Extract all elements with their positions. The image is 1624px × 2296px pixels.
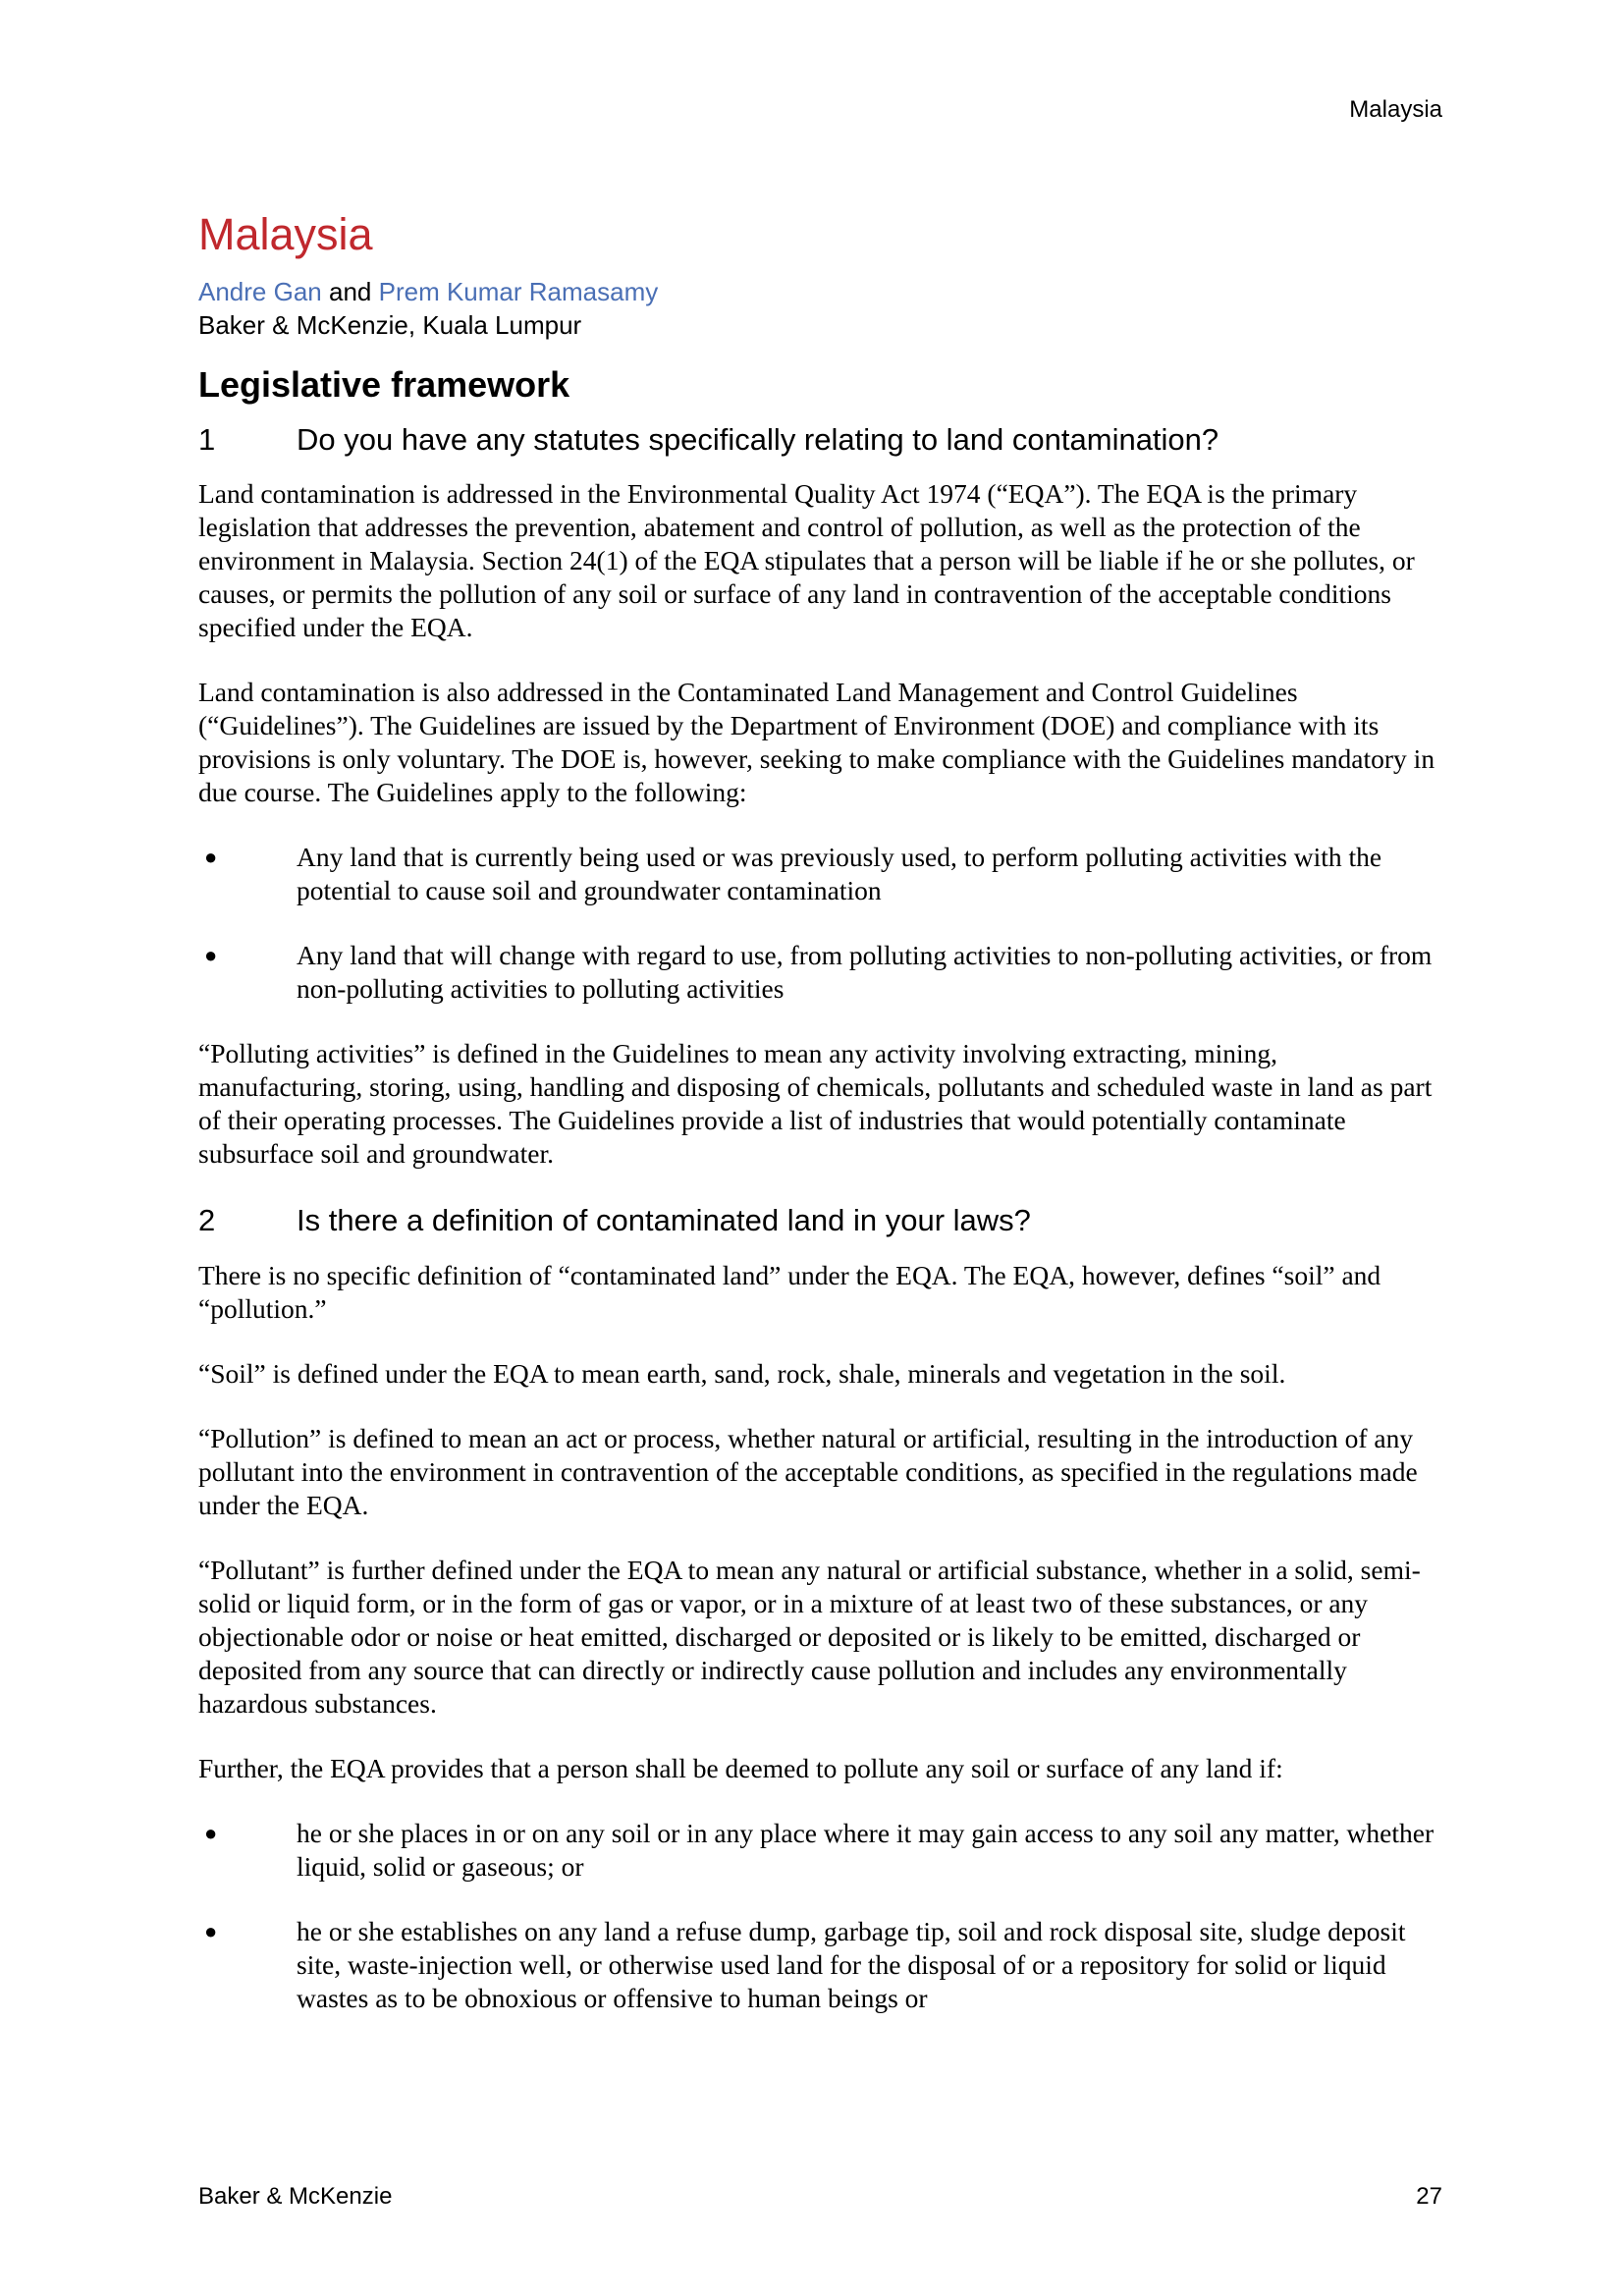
page-number: 27 — [1416, 2183, 1442, 2210]
bullet-icon: ● — [204, 1918, 218, 1943]
list-item-text: he or she establishes on any land a refuse dump, garbage tip, soil and rock disposal site, sludge deposit site, waste-injection well, or otherwise used land for the disposal of or a repository for solid or liquid wastes as to be obnoxious or offensive to human beings or — [297, 1915, 1406, 2013]
list-item — [198, 939, 1443, 1006]
question-text: Is there a definition of contaminated land in your laws? — [297, 1203, 1031, 1238]
author-prem-kumar-ramasamy-link[interactable]: Prem Kumar Ramasamy — [378, 277, 659, 306]
paragraph: “Polluting activities” is defined in the Guidelines to mean any activity involving extracting, mining, manufacturing, storing, using, handling and disposing of chemicals, pollutants and scheduled waste in land as part of their operating processes. The Guidelines provide a list of industries that would potentially contaminate subsurface soil and groundwater. — [198, 1038, 1433, 1170]
list-item-text: Any land that will change with regard to use, from polluting activities to non-polluting activities, or from non-polluting activities to polluting activities — [297, 940, 1433, 1005]
question-2 — [198, 1202, 1443, 1238]
paragraph: “Soil” is defined under the EQA to mean earth, sand, rock, shale, minerals and vegetation in the soil. — [198, 1357, 1286, 1389]
paragraph: There is no specific definition of “contaminated land” under the EQA. The EQA, however, defines “soil” and “pollution.” — [198, 1259, 1381, 1324]
chapter-title: Malaysia — [198, 209, 373, 259]
list-item-text: he or she places in or on any soil or in any place where it may gain access to any soil any matter, whether liquid, solid or gaseous; or — [297, 1817, 1435, 1882]
list-item — [198, 841, 1443, 907]
paragraph: Land contamination is also addressed in the Contaminated Land Management and Control Guidelines (“Guidelines”). The Guidelines are issued by the Department of Environment (DOE) and compliance with its provisions is only voluntary. The DOE is, however, seeking to make compliance with the Guidelines mandatory in due course. The Guidelines apply to the following: — [198, 677, 1435, 808]
page-content — [198, 208, 1443, 2047]
bullet-icon: ● — [204, 1820, 218, 1845]
running-header: Malaysia — [1349, 96, 1442, 123]
author-conjunction: and — [328, 277, 372, 306]
section-heading: Legislative framework — [198, 364, 570, 405]
question-number: 1 — [198, 422, 216, 458]
author-andre-gan-link[interactable]: Andre Gan — [198, 277, 322, 306]
question-number: 2 — [198, 1203, 216, 1238]
paragraph: “Pollutant” is further defined under the EQA to mean any natural or artificial substance, whether in a solid, semi-solid or liquid form, or in the form of gas or vapor, or in a mixture of at least two of these substances, or any objectionable odor or noise or heat emitted, discharged or deposited or is likely to be emitted, discharged or deposited from any source that can directly or indirectly cause pollution and includes any environmentally hazardous substances. — [198, 1554, 1421, 1719]
paragraph: Further, the EQA provides that a person shall be deemed to pollute any soil or surface of any land if: — [198, 1752, 1283, 1783]
firm-location: Baker & McKenzie, Kuala Lumpur — [198, 310, 582, 340]
question-text: Do you have any statutes specifically relating to land contamination? — [297, 422, 1219, 458]
bullet-icon: ● — [204, 845, 218, 870]
paragraph: “Pollution” is defined to mean an act or process, whether natural or artificial, resulting in the introduction of any pollutant into the environment in contravention of the acceptable conditions, as specified in the regulations made under the EQA. — [198, 1422, 1418, 1520]
list-item — [198, 1915, 1443, 2015]
footer-firm-name: Baker & McKenzie — [198, 2183, 393, 2210]
list-item-text: Any land that is currently being used or was previously used, to perform polluting activities with the potential to cause soil and groundwater contamination — [297, 842, 1382, 906]
author-line — [198, 275, 1443, 308]
paragraph: Land contamination is addressed in the Environmental Quality Act 1974 (“EQA”). The EQA is the primary legislation that addresses the prevention, abatement and control of pollution, as well as the protection of the environment in Malaysia. Section 24(1) of the EQA stipulates that a person will be liable if he or she pollutes, or causes, or permits the pollution of any soil or surface of any land in contravention of the acceptable conditions specified under the EQA. — [198, 478, 1415, 643]
bullet-icon: ● — [204, 943, 218, 968]
list-item — [198, 1817, 1443, 1884]
question-1 — [198, 421, 1443, 458]
